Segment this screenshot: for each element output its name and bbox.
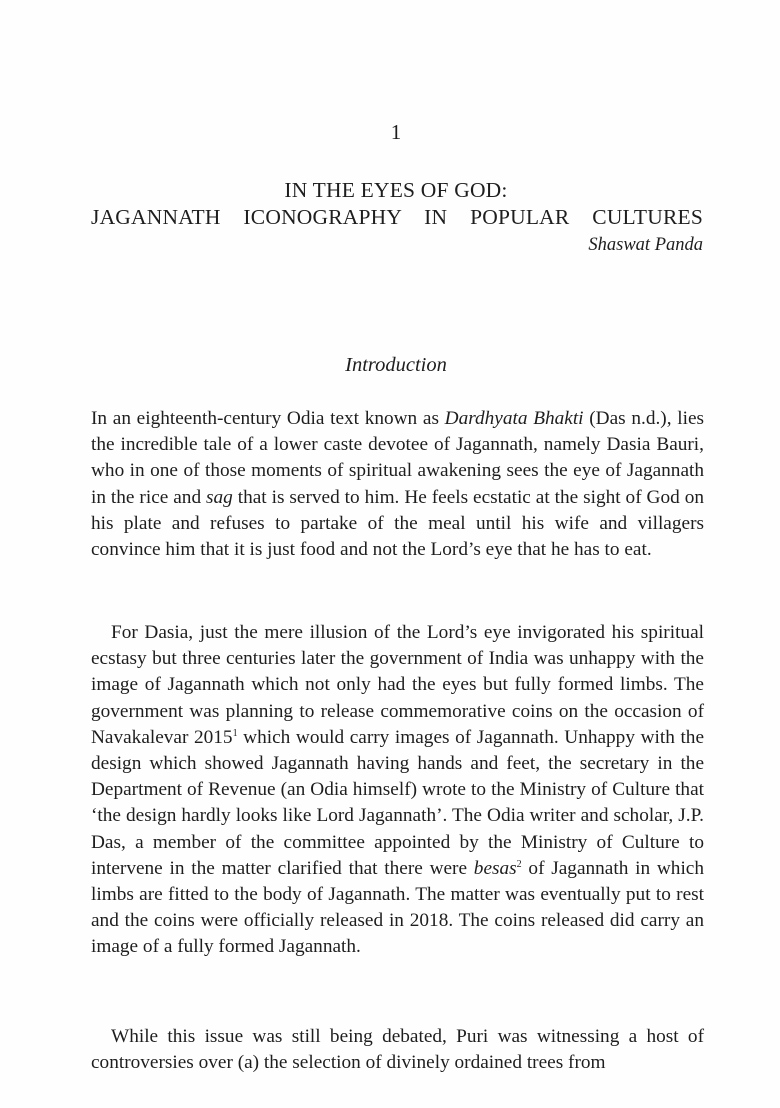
italic-term: Dardhyata Bhakti xyxy=(444,408,584,429)
chapter-title-line-1: IN THE EYES OF GOD: xyxy=(284,178,508,202)
chapter-author: Shaswat Panda xyxy=(588,235,703,255)
paragraph-text: of Jagannath in which limbs are fitted to the body of Jagannath. The matter was eventually put to rest and the coins were officially released in 2018. The coins released did carry an image of a fully formed Jagannath. xyxy=(91,857,704,958)
paragraph-text: that is served to him. He feels ecstatic at the sight of God on his plate and refuses to partake of the meal until his wife and villagers convince him that it is just food and not the Lord’s eye that he has to eat. xyxy=(91,486,704,561)
paragraph-text: In an eighteenth-century Odia text known as xyxy=(91,408,445,429)
body-paragraph xyxy=(91,1024,704,1076)
chapter-number: 1 xyxy=(390,120,402,144)
paragraph-text: (Das n.d.), lies the incredible tale of a lower caste devotee of Jagannath, namely Dasia Bauri, who in one of those moments of spiritual awakening sees the eye of Jagannath in the rice and xyxy=(91,408,704,508)
paragraph-text: While this issue was still being debated, Puri was witnessing a host of controversies over (a) the selection of divinely ordained trees from xyxy=(91,1026,704,1074)
body-paragraph xyxy=(91,620,704,961)
paragraph-text: For Dasia, just the mere illusion of the Lord’s eye invigorated his spiritual ecstasy but three centuries later the government of India was unhappy with the image of Jagannath which not only had the eyes but fully formed limbs. The government was planning to release commemorative coins on the occasion of Navakalevar 2015 xyxy=(91,622,704,748)
footnote-marker[interactable]: 1 xyxy=(232,727,238,739)
italic-term: sag xyxy=(206,486,233,508)
section-heading: Introduction xyxy=(345,354,447,376)
paragraph-text: which would carry images of Jagannath. Unhappy with the design which showed Jagannath having hands and feet, the secretary in the Department of Revenue (an Odia himself) wrote to the Ministry of Culture that ‘the design hardly looks like Lord Jagannath’. The Odia writer and scholar, J.P. Das, a member of the committee appointed by the Ministry of Culture to intervene in the matter clarified that there were xyxy=(91,726,704,879)
body-paragraph xyxy=(91,406,704,563)
chapter-title-line-2: JAGANNATH ICONOGRAPHY IN POPULAR CULTURES xyxy=(91,205,703,229)
footnote-marker[interactable]: 2 xyxy=(516,858,522,870)
italic-term: besas xyxy=(473,857,517,879)
